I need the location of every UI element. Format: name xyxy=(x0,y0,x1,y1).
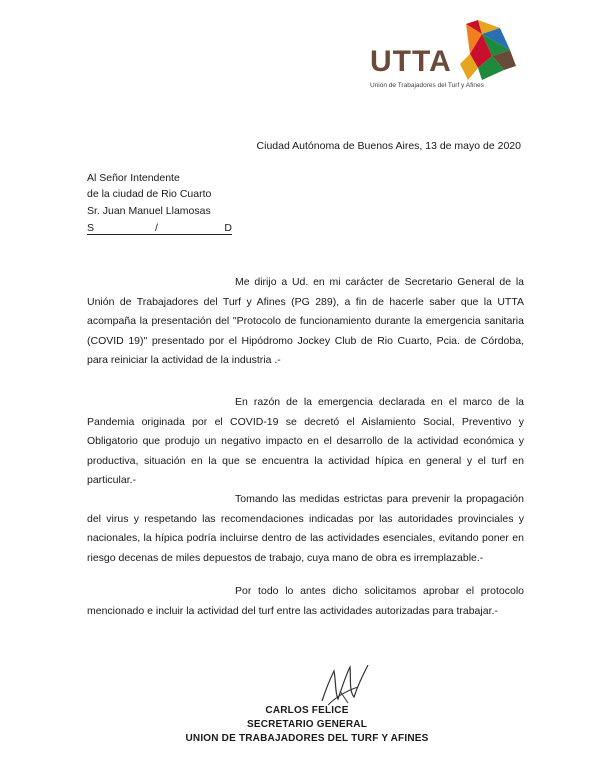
place-date: Ciudad Autónoma de Buenos Aires, 13 de mayo de 2020 xyxy=(256,140,521,152)
recipient-line-3: Sr. Juan Manuel Llamosas xyxy=(87,205,211,217)
signature-block xyxy=(0,655,614,755)
handwritten-signature xyxy=(318,661,374,707)
body-paragraph-2 xyxy=(87,393,524,491)
horse-head-icon xyxy=(448,20,518,82)
utta-logo xyxy=(354,10,520,100)
sd-d: D xyxy=(224,222,232,234)
signer-title: SECRETARIO GENERAL xyxy=(246,719,368,730)
body-paragraph-3 xyxy=(87,490,524,568)
body-paragraph-1-text: Me dirijo a Ud. en mi carácter de Secretario General de la Unión de Trabajadores del Turf y Afines (PG 289), a fin de hacerle saber que la UTTA acompaña la presentación del "Protocolo de funcionamiento durante la emergencia sanitaria (COVID 19)" presentado por el Hipódromo Jockey Club de Rio Cuarto, Pcia. de Córdoba, para reiniciar la actividad de la industria .- xyxy=(87,276,524,366)
body-paragraph-3-text: Tomando las medidas estrictas para prevenir la propagación del virus y respetando las recomendaciones indicadas por las autoridades provinciales y nacionales, la hípica podría incluirse dentro de las actividades esenciales, evitando poner en riesgo decenas de miles depuestos de trabajo, cuya mano de obra es irremplazable.- xyxy=(87,493,524,564)
body-paragraph-2-text: En razón de la emergencia declarada en el marco de la Pandemia originada por el COVID-19 se decretó el Aislamiento Social, Preventivo y Obligatorio que produjo un negativo impacto en el desarrollo de la actividad económica y productiva, situación en la que se encuentra la actividad hípica en general y el turf en particular.- xyxy=(87,396,524,486)
sd-underline xyxy=(87,234,232,235)
logo-wordmark: UTTA xyxy=(370,45,452,78)
sd-slash: / xyxy=(155,222,158,234)
recipient-line-2: de la ciudad de Rio Cuarto xyxy=(87,188,212,200)
body-paragraph-4 xyxy=(87,582,524,621)
body-paragraph-1 xyxy=(87,273,524,371)
body-paragraph-4-text: Por todo lo antes dicho solicitamos aprobar el protocolo mencionado e incluir la actividad del turf entre las actividades autorizadas para trabajar.- xyxy=(87,585,524,617)
recipient-line-1: Al Señor Intendente xyxy=(87,172,180,184)
logo-subtitle: Unión de Trabajadores del Turf y Afines xyxy=(370,82,484,89)
signer-name: CARLOS FELICE xyxy=(265,705,349,716)
sd-line xyxy=(87,222,232,234)
signer-organization: UNION DE TRABAJADORES DEL TURF Y AFINES xyxy=(185,733,429,744)
sd-s: S xyxy=(87,222,95,234)
